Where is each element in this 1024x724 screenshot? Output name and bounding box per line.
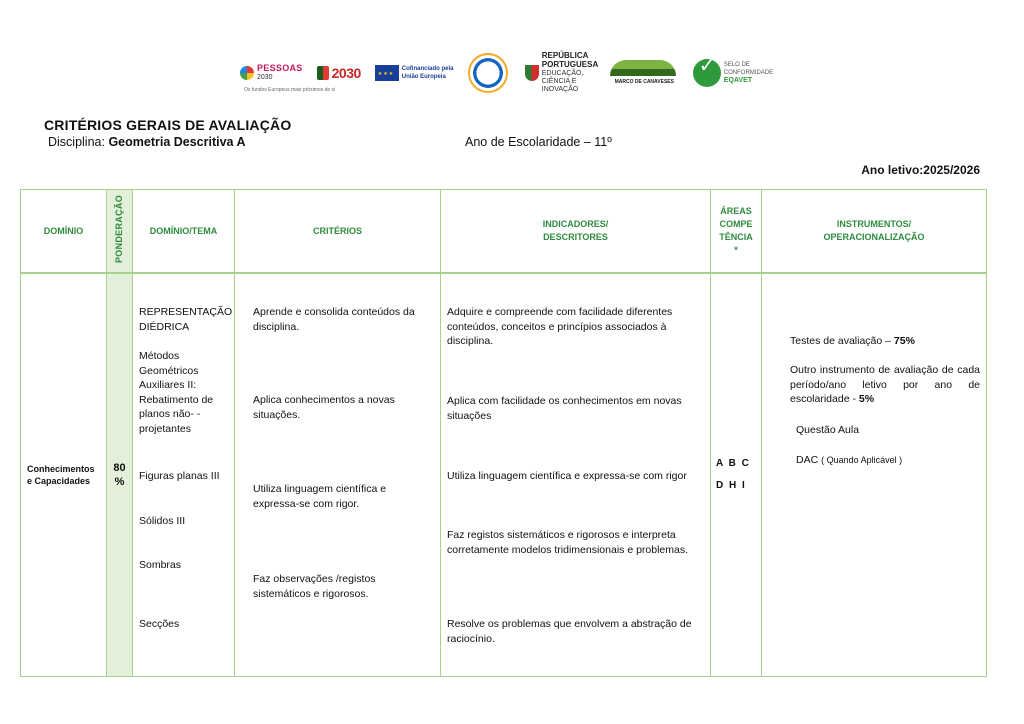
tema-item: Sombras xyxy=(139,559,182,571)
school-year-value: 2025/2026 xyxy=(923,163,980,177)
republica-portuguesa-logo xyxy=(525,51,599,94)
eqavet-line1: SELO DE CONFORMIDADE xyxy=(723,62,774,76)
instrumento-questao-aula: Questão Aula xyxy=(796,424,860,436)
subject-label: Disciplina: xyxy=(48,135,109,149)
eu-cofunded-text: Cofinanciado pela União Europeia xyxy=(401,66,454,80)
republica-name: REPÚBLICA PORTUGUESA xyxy=(541,51,599,69)
republica-sub: EDUCAÇÃO, CIÊNCIA E INOVAÇÃO xyxy=(541,70,584,93)
indicadores-line1: INDICADORES/ xyxy=(542,219,609,229)
instrumentos-line2: OPERACIONALIZAÇÃO xyxy=(823,232,925,242)
school-seal-icon xyxy=(468,53,508,93)
dominio-line2: e Capacidades xyxy=(27,476,91,486)
eu-flag-icon xyxy=(375,65,399,81)
eqavet-logo xyxy=(693,59,784,87)
dominio-cell xyxy=(21,273,107,677)
column-header-indicadores xyxy=(441,190,711,274)
tema-item: REPRESENTAÇÃO DIÉDRICA xyxy=(139,306,233,333)
tema-item: Secções xyxy=(139,618,180,630)
column-header-ponderacao xyxy=(107,190,133,274)
areas-line3: TÊNCIA xyxy=(719,232,753,242)
eqavet-line2: EQAVET xyxy=(723,77,753,84)
testes-value: 75% xyxy=(893,335,915,347)
school-grade: Ano de Escolaridade – 11º xyxy=(465,135,612,149)
tema-item: Métodos Geométricos Auxiliares II: Rebatimento de planos não- -projetantes xyxy=(139,350,214,435)
pessoas-mark-icon xyxy=(240,66,254,80)
pessoas-2030-logo xyxy=(240,63,336,93)
indicador-item: Utiliza linguagem científica e expressa-se com rigor xyxy=(447,470,687,482)
outro-value: 5% xyxy=(858,393,875,405)
checkmark-icon xyxy=(693,59,721,87)
column-header-dominio: DOMÍNIO xyxy=(21,190,107,274)
subject-line xyxy=(48,135,246,149)
ponderacao-label: PONDERAÇÃO xyxy=(114,194,124,263)
portugal-flag-icon xyxy=(317,66,329,80)
outro-label: Outro instrumento de avaliação de cada período/ano letivo por ano de escolaridade - xyxy=(790,364,980,405)
criterio-item: Faz observações /registos sistemáticos e rigorosos. xyxy=(253,573,376,600)
indicadores-cell xyxy=(441,273,711,677)
areas-cell xyxy=(711,273,762,677)
areas-line2: COMPE xyxy=(719,219,753,229)
school-year-label: Ano letivo: xyxy=(861,163,924,177)
table-header-row xyxy=(21,190,987,274)
areas-line1: ÁREAS xyxy=(720,206,752,216)
portugal-2030-label: 2030 xyxy=(331,65,361,81)
testes-label: Testes de avaliação – xyxy=(790,335,894,347)
indicadores-line2: DESCRITORES xyxy=(543,232,608,242)
tema-item: Sólidos III xyxy=(139,515,186,527)
republica-shield-icon xyxy=(525,65,539,81)
areas-value-1: A B C xyxy=(716,458,751,469)
criterio-item: Aplica conhecimentos a novas situações. xyxy=(253,394,395,421)
instrumento-testes xyxy=(790,334,980,349)
dominio-line1: Conhecimentos xyxy=(27,464,95,474)
document-title: CRITÉRIOS GERAIS DE AVALIAÇÃO xyxy=(44,117,292,133)
table-row xyxy=(21,273,987,677)
logo-strip xyxy=(240,50,780,96)
portugal-2030-logo xyxy=(317,66,361,80)
criterio-item: Utiliza linguagem científica e expressa-se com rigor. xyxy=(253,483,387,510)
column-header-criterios: CRITÉRIOS xyxy=(235,190,441,274)
pessoas-tagline: Os fundos Europeus mais próximos de si xyxy=(244,87,336,93)
criterio-item: Aprende e consolida conteúdos da disciplina. xyxy=(253,306,415,333)
dac-label: DAC xyxy=(796,454,822,466)
tema-item: Figuras planas III xyxy=(139,470,220,482)
ponderacao-unit: % xyxy=(114,476,125,488)
pessoas-year: 2030 xyxy=(257,74,273,81)
landscape-icon xyxy=(610,60,676,76)
areas-line4: * xyxy=(734,245,738,255)
ponderacao-value: 80 xyxy=(113,461,126,474)
indicador-item: Faz registos sistemáticos e rigorosos e interpreta corretamente modelos tridimensionais e problemas. xyxy=(447,529,689,556)
dac-note: ( Quando Aplicável ) xyxy=(821,455,903,465)
marco-text: MARCO DE CANAVESES xyxy=(614,79,674,85)
subject-value: Geometria Descritiva A xyxy=(108,135,246,149)
school-badge-logo xyxy=(468,53,511,93)
indicador-item: Adquire e compreende com facilidade diferentes conteúdos, conceitos e princípios associados à disciplina. xyxy=(447,306,673,347)
instrumentos-cell xyxy=(762,273,987,677)
marco-canaveses-logo xyxy=(610,60,679,86)
areas-value-2: D H I xyxy=(716,480,747,491)
eu-cofunded-logo xyxy=(375,65,454,81)
pessoas-name: PESSOAS xyxy=(257,63,303,73)
column-header-areas xyxy=(711,190,762,274)
ponderacao-cell xyxy=(107,273,133,677)
instrumento-outro xyxy=(790,363,980,407)
criteria-table xyxy=(20,189,987,677)
indicador-item: Aplica com facilidade os conhecimentos em novas situações xyxy=(447,395,682,422)
tema-cell xyxy=(133,273,235,677)
criterios-cell xyxy=(235,273,441,677)
column-header-tema: DOMÍNIO/TEMA xyxy=(133,190,235,274)
column-header-instrumentos xyxy=(762,190,987,274)
school-year xyxy=(861,163,980,177)
indicador-item: Resolve os problemas que envolvem a abstração de raciocínio. xyxy=(447,618,692,645)
instrumentos-line1: INSTRUMENTOS/ xyxy=(836,219,912,229)
instrumento-dac xyxy=(796,453,980,468)
